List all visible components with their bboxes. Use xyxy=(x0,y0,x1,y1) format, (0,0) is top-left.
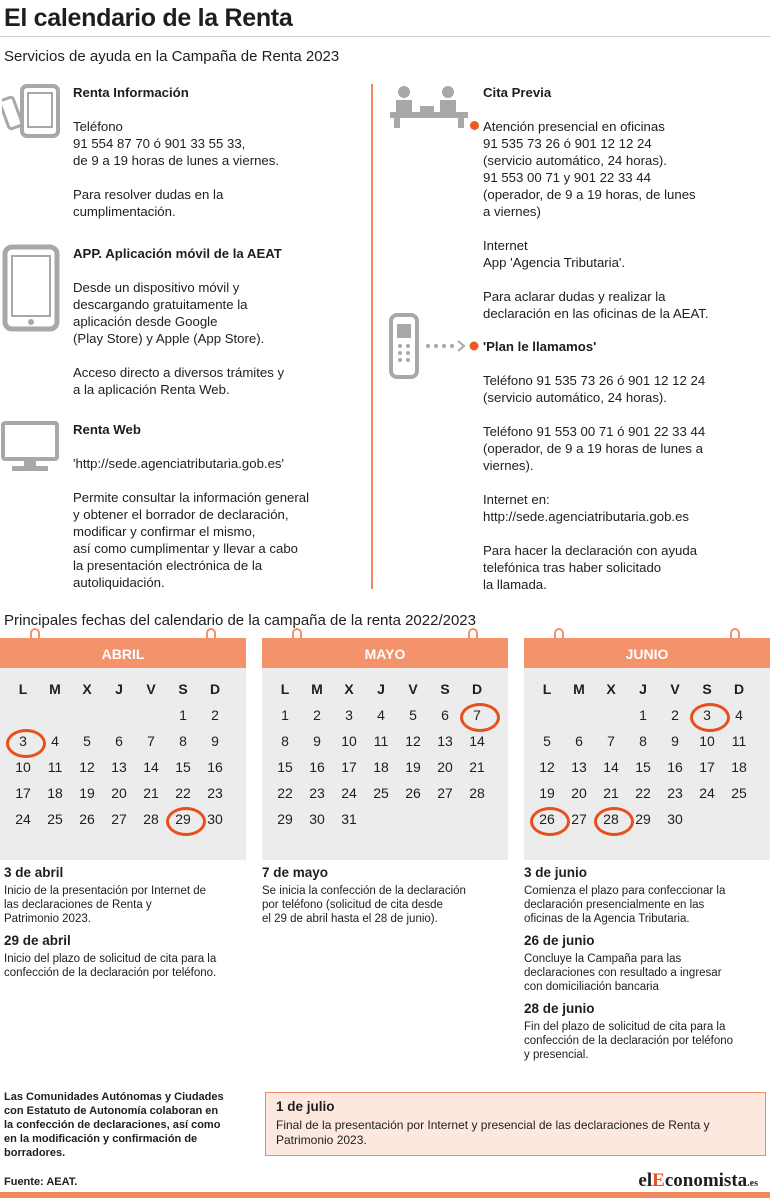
calendar-day: 16 xyxy=(207,759,223,775)
calendar-day: 30 xyxy=(667,811,683,827)
empty-day-cell xyxy=(103,702,135,728)
calendar-day: 1 xyxy=(179,707,187,723)
calendar-day: 7 xyxy=(607,733,615,749)
logo-part: E xyxy=(652,1170,665,1191)
calendar-day: 20 xyxy=(437,759,453,775)
weekday-header: D xyxy=(733,681,745,697)
calendar-day: 19 xyxy=(539,785,555,801)
cita-previa-internet: Internet App 'Agencia Tributaria'. xyxy=(483,238,626,270)
renta-web-heading: Renta Web xyxy=(73,422,141,437)
events-june xyxy=(524,866,768,1070)
calendar-day: 20 xyxy=(571,785,587,801)
monitor-icon xyxy=(0,420,60,474)
calendar-month-header xyxy=(524,638,770,668)
calendar-month-name: MAYO xyxy=(364,646,406,662)
empty-day-cell xyxy=(7,702,39,728)
calendar-day: 4 xyxy=(735,707,743,723)
calendar-day: 1 xyxy=(639,707,647,723)
calendar-day: 27 xyxy=(111,811,127,827)
calendar-grid xyxy=(7,676,246,832)
event-date: 29 de abril xyxy=(4,933,71,948)
weekday-header: D xyxy=(209,681,221,697)
weekday-header: S xyxy=(702,681,712,697)
renta-web-description: Permite consultar la información general y obtener el borrador de declaración, modificar y confirmar el mismo, así como cumplimentar y llevar a cabo la presentación electrónica de la autoliquidación. xyxy=(73,490,310,590)
logo-part: conomista xyxy=(664,1170,748,1191)
calendar-day: 24 xyxy=(15,811,31,827)
calendar-day: 25 xyxy=(47,811,63,827)
calendar-day: 8 xyxy=(179,733,187,749)
calendar-day: 17 xyxy=(699,759,715,775)
weekday-header: J xyxy=(115,681,123,697)
calendar-day: 11 xyxy=(373,733,389,749)
calendar-day: 10 xyxy=(699,733,715,749)
app-access: Acceso directo a diversos trámites y a la aplicación Renta Web. xyxy=(73,365,285,397)
bottom-accent-bar xyxy=(0,1192,770,1198)
renta-informacion-phone: Teléfono 91 554 87 70 ó 901 33 55 33, de 9 a 19 horas de lunes a viernes. xyxy=(73,119,280,168)
calendar-day: 11 xyxy=(47,759,63,775)
calendar-month-name: JUNIO xyxy=(625,646,669,662)
cita-previa-presencial: Atención presencial en oficinas 91 535 73 26 ó 901 12 12 24 (servicio automático, 24 horas). 91 553 00 71 y 901 22 33 44 (operador, de 9 a 19 horas, de lunes a viernes) xyxy=(483,119,696,219)
weekday-header: L xyxy=(542,681,552,697)
plan-help: Para hacer la declaración con ayuda telefónica tras haber solicitado la llamada. xyxy=(483,543,698,592)
event-text: Inicio de la presentación por Internet de las declaraciones de Renta y Patrimonio 2023. xyxy=(4,885,207,925)
calendar-day: 17 xyxy=(15,785,31,801)
calendar-day: 6 xyxy=(575,733,583,749)
calendar-day-highlighted: 26 xyxy=(531,806,563,832)
calendar-day: 15 xyxy=(277,759,293,775)
weekday-header: M xyxy=(573,681,585,697)
weekday-header: X xyxy=(82,681,92,697)
calendar-day: 5 xyxy=(83,733,91,749)
calendar-day-highlighted: 3 xyxy=(7,728,39,754)
page-subtitle: Servicios de ayuda en la Campaña de Renta 2023 xyxy=(4,48,340,65)
app-description: Desde un dispositivo móvil y descargando gratuitamente la aplicación desde Google (Play Store) y Apple (App Store). xyxy=(73,280,265,346)
app-heading: APP. Aplicación móvil de la AEAT xyxy=(73,246,282,261)
calendar-day: 10 xyxy=(15,759,31,775)
final-date: 1 de julio xyxy=(276,1099,335,1114)
calendar-day: 23 xyxy=(309,785,325,801)
calendar-day: 2 xyxy=(211,707,219,723)
empty-day-cell xyxy=(531,702,563,728)
eleconomista-logo xyxy=(638,1170,758,1192)
calendar-day: 21 xyxy=(143,785,159,801)
empty-day-cell xyxy=(71,702,103,728)
renta-web-url[interactable]: 'http://sede.agenciatributaria.gob.es' xyxy=(73,456,285,471)
calendar-section-title: Principales fechas del calendario de la campaña de la renta 2022/2023 xyxy=(4,612,476,629)
event-text: Fin del plazo de solicitud de cita para la confección de la declaración por teléfono y presencial. xyxy=(524,1021,734,1061)
calendar-mayo xyxy=(262,638,508,860)
event-date: 7 de mayo xyxy=(262,865,329,880)
calendar-day: 12 xyxy=(79,759,95,775)
calendar-day: 22 xyxy=(635,785,651,801)
weekday-header: V xyxy=(408,681,418,697)
calendar-day-highlighted: 29 xyxy=(167,806,199,832)
plan-le-llamamos-block xyxy=(483,338,768,593)
binder-ring-icon xyxy=(730,628,740,648)
calendar-day: 5 xyxy=(543,733,551,749)
weekday-header: J xyxy=(639,681,647,697)
event-date: 26 de junio xyxy=(524,933,595,948)
title-divider xyxy=(0,36,770,37)
bullet-dot xyxy=(470,121,479,130)
calendar-grid xyxy=(269,676,508,832)
calendar-day: 19 xyxy=(405,759,421,775)
phone-icon xyxy=(2,84,64,140)
calendar-day: 2 xyxy=(671,707,679,723)
cita-previa-purpose: Para aclarar dudas y realizar la declaración en las oficinas de la AEAT. xyxy=(483,289,709,321)
office-desk-icon xyxy=(390,84,468,128)
tablet-icon xyxy=(2,244,60,332)
calendar-day: 22 xyxy=(175,785,191,801)
cita-previa-heading: Cita Previa xyxy=(483,85,552,100)
calendar-day: 31 xyxy=(341,811,357,827)
calendar-day: 23 xyxy=(667,785,683,801)
calendar-day: 15 xyxy=(635,759,651,775)
empty-day-cell xyxy=(135,702,167,728)
calendar-day: 18 xyxy=(373,759,389,775)
weekday-header: V xyxy=(146,681,156,697)
plan-phone-operator: Teléfono 91 553 00 71 ó 901 22 33 44 (operador, de 9 a 19 horas de lunes a viernes). xyxy=(483,424,706,473)
renta-web-block xyxy=(73,421,368,591)
event-text: Se inicia la confección de la declaración por teléfono (solicitud de cita desde el 29 de abril hasta el 28 de junio). xyxy=(262,885,466,925)
calendar-day: 18 xyxy=(47,785,63,801)
weekday-header: M xyxy=(311,681,323,697)
weekday-header: J xyxy=(377,681,385,697)
calendar-day: 30 xyxy=(309,811,325,827)
event-text: Concluye la Campaña para las declaraciones con resultado a ingresar con domiciliación bancaria xyxy=(524,953,722,993)
binder-ring-icon xyxy=(206,628,216,648)
calendar-day: 28 xyxy=(143,811,159,827)
calendar-day: 6 xyxy=(441,707,449,723)
app-block xyxy=(73,245,363,398)
calendar-day: 14 xyxy=(469,733,485,749)
calendar-day: 30 xyxy=(207,811,223,827)
calendar-day: 13 xyxy=(111,759,127,775)
calendar-day: 10 xyxy=(341,733,357,749)
logo-part: .es xyxy=(747,1178,758,1189)
calendar-abril xyxy=(0,638,246,860)
calendar-day: 5 xyxy=(409,707,417,723)
binder-ring-icon xyxy=(554,628,564,648)
source-label: Fuente: AEAT. xyxy=(4,1176,78,1188)
binder-ring-icon xyxy=(468,628,478,648)
binder-ring-icon xyxy=(30,628,40,648)
calendar-day: 1 xyxy=(281,707,289,723)
weekday-header: V xyxy=(670,681,680,697)
plan-le-llamamos-heading: 'Plan le llamamos' xyxy=(483,339,597,354)
calendar-day: 20 xyxy=(111,785,127,801)
mobile-phone-icon xyxy=(388,312,480,380)
calendar-day: 26 xyxy=(79,811,95,827)
weekday-header: L xyxy=(280,681,290,697)
calendar-day: 18 xyxy=(731,759,747,775)
weekday-header: S xyxy=(440,681,450,697)
plan-internet[interactable]: Internet en: http://sede.agenciatributaria.gob.es xyxy=(483,492,690,524)
weekday-header: D xyxy=(471,681,483,697)
weekday-header: L xyxy=(18,681,28,697)
calendar-month-header xyxy=(262,638,508,668)
calendar-day: 16 xyxy=(667,759,683,775)
calendar-day-highlighted: 3 xyxy=(691,702,723,728)
events-may xyxy=(262,866,512,934)
calendar-day: 13 xyxy=(571,759,587,775)
page-title: El calendario de la Renta xyxy=(4,4,293,32)
calendar-day: 22 xyxy=(277,785,293,801)
calendar-day: 4 xyxy=(51,733,59,749)
calendar-day: 8 xyxy=(281,733,289,749)
calendar-day: 12 xyxy=(405,733,421,749)
calendar-day: 19 xyxy=(79,785,95,801)
logo-part: el xyxy=(638,1170,653,1191)
weekday-header: X xyxy=(606,681,616,697)
autonomous-communities-note: Las Comunidades Autónomas y Ciudades con Estatuto de Autonomía colaboran en la confección de declaraciones, así como en la modificación y confirmación de borradores. xyxy=(4,1091,224,1159)
calendar-day: 8 xyxy=(639,733,647,749)
calendar-day: 7 xyxy=(147,733,155,749)
calendar-day: 21 xyxy=(469,759,485,775)
calendar-day: 9 xyxy=(313,733,321,749)
calendar-day: 11 xyxy=(731,733,747,749)
calendar-day: 13 xyxy=(437,733,453,749)
calendar-day: 14 xyxy=(143,759,159,775)
calendar-junio xyxy=(524,638,770,860)
weekday-header: X xyxy=(344,681,354,697)
calendar-day: 2 xyxy=(313,707,321,723)
binder-ring-icon xyxy=(292,628,302,648)
empty-day-cell xyxy=(595,702,627,728)
empty-day-cell xyxy=(39,702,71,728)
events-april xyxy=(4,866,254,988)
calendar-day: 24 xyxy=(341,785,357,801)
event-date: 3 de abril xyxy=(4,865,64,880)
calendar-day: 16 xyxy=(309,759,325,775)
calendar-day: 29 xyxy=(277,811,293,827)
calendar-day: 29 xyxy=(635,811,651,827)
calendar-day: 28 xyxy=(469,785,485,801)
calendar-day-highlighted: 28 xyxy=(595,806,627,832)
plan-phone-automatic: Teléfono 91 535 73 26 ó 901 12 12 24 (servicio automático, 24 horas). xyxy=(483,373,706,405)
calendar-day: 23 xyxy=(207,785,223,801)
cita-previa-block xyxy=(483,84,768,322)
calendar-day: 14 xyxy=(603,759,619,775)
final-date-box xyxy=(265,1092,766,1156)
calendar-day: 6 xyxy=(115,733,123,749)
calendar-day: 9 xyxy=(671,733,679,749)
calendar-day: 12 xyxy=(539,759,555,775)
calendar-day: 9 xyxy=(211,733,219,749)
calendar-day: 24 xyxy=(699,785,715,801)
calendar-day: 27 xyxy=(571,811,587,827)
weekday-header: M xyxy=(49,681,61,697)
calendar-day: 25 xyxy=(731,785,747,801)
final-date-text: Final de la presentación por Internet y presencial de las declaraciones de Renta y Patrimonio 2023. xyxy=(276,1118,710,1147)
weekday-header: S xyxy=(178,681,188,697)
renta-informacion-heading: Renta Información xyxy=(73,85,189,100)
calendar-day: 27 xyxy=(437,785,453,801)
calendar-month-name: ABRIL xyxy=(101,646,145,662)
event-text: Comienza el plazo para confeccionar la declaración presencialmente en las oficinas de la Agencia Tributaria. xyxy=(524,885,726,925)
empty-day-cell xyxy=(563,702,595,728)
calendar-month-header xyxy=(0,638,246,668)
event-date: 28 de junio xyxy=(524,1001,595,1016)
calendar-day: 15 xyxy=(175,759,191,775)
calendar-day: 25 xyxy=(373,785,389,801)
renta-informacion-block xyxy=(73,84,363,220)
event-date: 3 de junio xyxy=(524,865,588,880)
calendar-day: 21 xyxy=(603,785,619,801)
calendar-day-highlighted: 7 xyxy=(461,702,493,728)
calendar-day: 3 xyxy=(345,707,353,723)
renta-informacion-purpose: Para resolver dudas en la cumplimentación. xyxy=(73,187,224,219)
calendar-day: 17 xyxy=(341,759,357,775)
calendar-day: 26 xyxy=(405,785,421,801)
event-text: Inicio del plazo de solicitud de cita para la confección de la declaración por teléfono. xyxy=(4,953,217,979)
calendar-grid xyxy=(531,676,770,832)
calendar-day: 4 xyxy=(377,707,385,723)
column-divider xyxy=(371,84,373,589)
